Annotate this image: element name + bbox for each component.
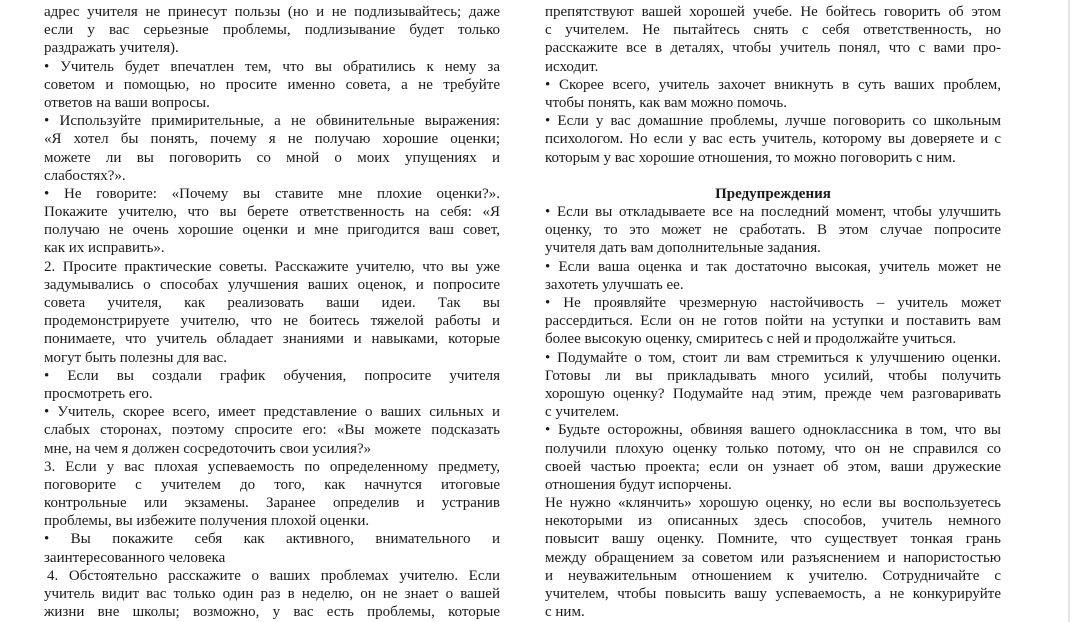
text-line: исходит. <box>545 58 599 75</box>
text-line: 2. Просите практические советы. Расскажите учителю, что вы уже <box>44 258 500 275</box>
text-line: раздражать учителя). <box>44 40 179 57</box>
text-line: получаю не очень хорошие оценки и мне пригодится ваш совет, <box>44 222 500 239</box>
text-line: адрес учителя не принесут пользы (но и не подлизывайтесь; даже <box>44 4 500 20</box>
text-line: советом и помощью, но просите именно совета, а не требуйте <box>44 76 500 93</box>
text-line: повысит вашу оценку. Помните, что существует тонкая грань <box>545 531 1001 548</box>
text-line: Покажите учителю, что вы берете ответственность на себя: «Я <box>44 204 500 221</box>
text-line: • Скорее всего, учитель захочет вникнуть в суть ваших проблем, <box>545 76 1001 93</box>
text-line: и неуважительным отношением к учителю. Сотрудничайте с <box>545 567 1001 584</box>
text-line: учитель видит вас только один раз в неделю, он не знает о вашей <box>44 586 500 602</box>
text-line: продемонстрируете учителю, что не боитесь тяжелой работы и <box>44 313 500 330</box>
text-line: можете ли вы поговорить со мной о моих упущениях и <box>44 149 500 166</box>
text-line: «Я хотел бы понять, почему я не получаю хорошие оценки; <box>44 131 500 148</box>
text-line: препятствуют вашей хорошей учебе. Не бойтесь говорить об этом <box>545 4 1001 20</box>
text-line: психологом. Но если у вас есть учитель, которому вы доверяете и с <box>545 131 1001 148</box>
text-line: • Если вы откладываете все на последний момент, чтобы улучшить <box>545 204 1001 221</box>
text-line: понимаете, что учитель обладает знаниями и навыками, которые <box>44 331 500 348</box>
blank-line <box>545 167 1001 185</box>
text-line: захотеть улучшать ее. <box>545 276 684 293</box>
right-text-column <box>545 3 1001 621</box>
text-line: • Вы покажите себя как активного, внимательного и <box>44 531 500 548</box>
text-line: учителя дать вам дополнительные задания. <box>545 240 821 257</box>
text-line: просмотреть его. <box>44 385 153 402</box>
text-line: с ним. <box>545 604 585 621</box>
text-line: ответов на ваши вопросы. <box>44 94 210 111</box>
text-line: 4. Обстоятельно расскажите о ваших проблемах учителю. Если <box>47 567 500 584</box>
text-line: отношения будут испорчены. <box>545 476 732 493</box>
text-line: расскажите все в деталях, чтобы учитель понял, что с вами про- <box>545 40 1001 57</box>
text-line: • Если вы создали график обучения, попросите учителя <box>44 367 500 384</box>
text-line: некоторыми из описанных здесь способов, учитель немного <box>545 513 1001 530</box>
text-line: с учителем. Не пытайтесь снять с себя ответственность, но <box>545 22 1001 39</box>
text-line: учителем, чтобы повысить вашу успеваемость, а не конкурируйте <box>545 586 1001 602</box>
text-line: заинтересованного человека <box>44 549 226 566</box>
text-line: • Используйте примирительные, а не обвинительные выражения: <box>44 113 500 130</box>
text-line: Не нужно «клянчить» хорошую оценку, но если вы воспользуетесь <box>545 495 1001 512</box>
text-line: которым у вас хорошие отношения, то можно поговорить с ним. <box>545 149 956 166</box>
text-line: слабых сторонах, поэтому спросите его: «Вы можете подсказать <box>44 422 500 439</box>
text-line: • Не говорите: «Почему вы ставите мне плохие оценки?». <box>44 185 500 202</box>
text-line: получили плохую оценку только потому, что он не справился со <box>545 440 1001 457</box>
text-line: слабостях?». <box>44 167 126 184</box>
text-line: • Подумайте о том, стоит ли вам стремиться к улучшению оценки. <box>545 349 1001 366</box>
text-line: 3. Если у вас плохая успеваемость по определенному предмету, <box>44 458 500 475</box>
left-text-column <box>44 3 500 621</box>
text-line: мне, на чем я должен сосредоточить свои усилия?» <box>44 440 372 457</box>
text-line: • Учитель будет впечатлен тем, что вы обратились к нему за <box>44 58 500 75</box>
page-edge-border <box>1068 0 1070 622</box>
text-line: чтобы понять, как вам можно помочь. <box>545 94 787 111</box>
text-line: своей частью проекта; если он узнает об этом, ваши дружеские <box>545 458 1001 475</box>
text-line: могут быть полезны для вас. <box>44 349 227 366</box>
text-line: поговорите с учителем до того, как начнутся итоговые <box>44 476 500 493</box>
text-line: • Будьте осторожны, обвиняя вашего одноклассника в том, что вы <box>545 422 1001 439</box>
text-line: между обращением за советом или разъяснением и напористостью <box>545 549 1001 566</box>
text-line: контрольные или экзамены. Заранее определив и устранив <box>44 495 500 512</box>
text-line: • Если ваша оценка и так достаточно высокая, учитель может не <box>545 258 1001 275</box>
text-line: • Если у вас домашние проблемы, лучше поговорить со школьным <box>545 113 1001 130</box>
text-line: жизни вне школы; возможно, у вас есть проблемы, которые <box>44 604 500 621</box>
text-line: более высокую оценку, смиритесь с ней и продолжайте учиться. <box>545 331 957 348</box>
text-line: проблемы, вы избежите получения плохой оценки. <box>44 513 370 530</box>
text-line: • Не проявляйте чрезмерную настойчивость – учитель может <box>545 295 1001 311</box>
text-line: если у вас серьезные проблемы, подлизывание будет только <box>44 22 500 39</box>
text-line: хорошую оценку? Подумайте над этим, прежде чем разговаривать <box>545 385 1001 402</box>
text-line: совета учителя, как реализовать ваши идеи. Так вы <box>44 295 500 311</box>
section-heading: Предупреждения <box>715 185 831 202</box>
text-line: оценку, то это может не сработать. В этом случае попросите <box>545 222 1001 239</box>
text-line: • Учитель, скорее всего, имеет представление о ваших сильных и <box>44 404 500 421</box>
text-line: с учителем. <box>545 404 620 421</box>
text-line: как их исправить». <box>44 240 165 257</box>
text-line: Готовы ли вы прикладывать много усилий, чтобы получить <box>545 367 1001 384</box>
text-line: рассердиться. Если он не готов пойти на уступки и поставить вам <box>545 313 1001 330</box>
text-line: задумывались о способах улучшения ваших оценок, и попросите <box>44 276 500 293</box>
